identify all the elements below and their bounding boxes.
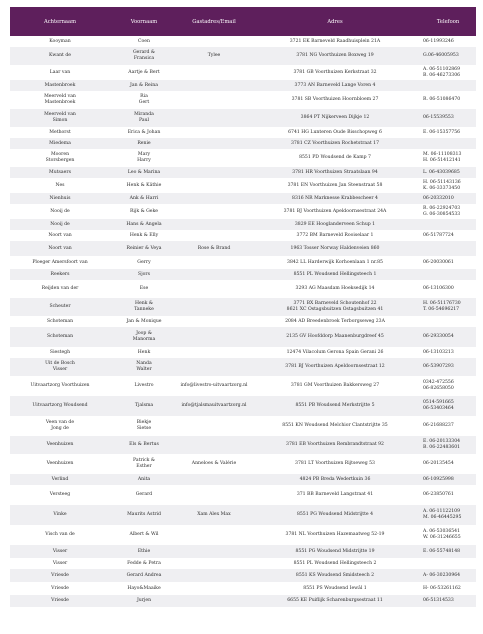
cell-adres: 2135 GV Hoofddorp Maanenburgdreef 45 — [250, 327, 420, 347]
cell-telefoon: A- 06-30230964 — [420, 569, 476, 582]
cell-telefoon: 06-20135454 — [420, 454, 476, 474]
cell-voornaam: Coen — [110, 36, 178, 47]
cell-voornaam: Anita — [110, 474, 178, 485]
cell-voornaam: Tjalsma — [110, 396, 178, 416]
table-row — [10, 167, 476, 178]
cell-achternaam: Noort van — [10, 241, 110, 256]
cell-achternaam: Siestegh — [10, 347, 110, 358]
cell-voornaam: Renie — [110, 138, 178, 149]
cell-adres: 8551 PL Woudsend Hellingsteech 1 — [250, 269, 420, 280]
cell-adres: 6655 KE Puiflijk Scharenburgsestraat 11 — [250, 595, 420, 607]
cell-voornaam: Ethie — [110, 545, 178, 558]
cell-achternaam: Visser — [10, 558, 110, 569]
cell-telefoon: M. 06-11108313 H. 06-51412141 — [420, 149, 476, 167]
table-row — [10, 149, 476, 167]
cell-telefoon: G.06-46005953 — [420, 47, 476, 65]
cell-gastadres — [178, 436, 250, 454]
cell-telefoon: A. 06-53036541 W. 06-31246655 — [420, 525, 476, 545]
table-row — [10, 595, 476, 607]
cell-gastadres — [178, 525, 250, 545]
cell-voornaam: Reinier & Veya — [110, 241, 178, 256]
cell-telefoon: R. 06-22924703 G. 06-30854533 — [420, 204, 476, 219]
table-row — [10, 505, 476, 525]
cell-gastadres — [178, 316, 250, 327]
cell-gastadres — [178, 545, 250, 558]
cell-voornaam: Hans & Angela — [110, 219, 178, 230]
cell-adres: 3842 LL Harderwijk Korhoenlaan 1 nr.85 — [250, 256, 420, 269]
cell-voornaam: Henk & Elly — [110, 230, 178, 241]
cell-voornaam: Patrick & Esther — [110, 454, 178, 474]
cell-gastadres — [178, 91, 250, 109]
table-row — [10, 280, 476, 298]
table-row — [10, 558, 476, 569]
table-row — [10, 525, 476, 545]
cell-adres: 3781 NG Voorthuizen Boxweg 19 — [250, 47, 420, 65]
cell-telefoon: 06-20030061 — [420, 256, 476, 269]
table-row — [10, 219, 476, 230]
cell-telefoon: 06-10925998 — [420, 474, 476, 485]
table-row — [10, 376, 476, 396]
cell-voornaam: Joop & Manorma — [110, 327, 178, 347]
table-row — [10, 474, 476, 485]
cell-adres: 3781 EB Voorthuizen Rembrandtstraat 92 — [250, 436, 420, 454]
cell-telefoon: H. 06-51143136 K. 06-33373450 — [420, 178, 476, 193]
cell-adres: 3773 AN Barneveld Lange Voren 4 — [250, 80, 420, 91]
cell-achternaam: Laar van — [10, 65, 110, 80]
cell-adres: 3781 EN Voorthuizen Jan Steenstraat 58 — [250, 178, 420, 193]
cell-telefoon: 06-20332010 — [420, 193, 476, 204]
cell-adres: 12474 Vilacolum Gerona Spain Gerani 26 — [250, 347, 420, 358]
cell-telefoon — [420, 269, 476, 280]
cell-telefoon: 06-21688237 — [420, 416, 476, 436]
cell-achternaam: Vriesde — [10, 595, 110, 607]
cell-gastadres — [178, 204, 250, 219]
cell-achternaam: Mastenbroek — [10, 80, 110, 91]
table-row — [10, 436, 476, 454]
cell-voornaam: Ank & Harri — [110, 193, 178, 204]
cell-adres: 3781 BJ Voorthuizen Apeldoornsestraat 24A — [250, 204, 420, 219]
cell-telefoon: E. 06-20133304 B. 06-22483601 — [420, 436, 476, 454]
cell-voornaam: Nanda Walter — [110, 358, 178, 376]
table-row — [10, 138, 476, 149]
cell-adres: 3829 EE Hooglanderveen Schup 1 — [250, 219, 420, 230]
table-row — [10, 396, 476, 416]
cell-adres: 3781 GB Voorthuizen Kerkstraat 32 — [250, 65, 420, 80]
cell-achternaam: Kwant de — [10, 47, 110, 65]
table-row — [10, 127, 476, 138]
cell-voornaam: Rijk & Geke — [110, 204, 178, 219]
cell-gastadres — [178, 269, 250, 280]
cell-gastadres — [178, 280, 250, 298]
cell-gastadres — [178, 595, 250, 607]
header-adres: Adres — [250, 7, 420, 36]
header-voornaam: Voornaam — [110, 7, 178, 36]
cell-achternaam: Veenhuizen — [10, 454, 110, 474]
cell-achternaam: Ploeger Amersfoort van — [10, 256, 110, 269]
cell-voornaam: Ese — [110, 280, 178, 298]
cell-voornaam: Mary Harry — [110, 149, 178, 167]
cell-voornaam: Ria Gert — [110, 91, 178, 109]
table-row — [10, 109, 476, 127]
cell-voornaam: Aartje & Bert — [110, 65, 178, 80]
address-table — [10, 7, 476, 607]
cell-achternaam: Nes — [10, 178, 110, 193]
cell-achternaam: Mutsaers — [10, 167, 110, 178]
cell-achternaam: Nienhuis — [10, 193, 110, 204]
cell-voornaam: Gerard & Fransica — [110, 47, 178, 65]
table-row — [10, 193, 476, 204]
cell-achternaam: Uitvaartzorg Voorthuizen — [10, 376, 110, 396]
cell-adres: 8551 PD Woudsend de Kamp 7 — [250, 149, 420, 167]
cell-gastadres — [178, 485, 250, 505]
cell-voornaam: Maurits Astrid — [110, 505, 178, 525]
cell-achternaam: Scheuter — [10, 298, 110, 316]
cell-gastadres: Anneloes & Valérie — [178, 454, 250, 474]
cell-adres: 3781 GM Voorthuizen Bakkersweg 27 — [250, 376, 420, 396]
cell-achternaam: Vinke — [10, 505, 110, 525]
table-row — [10, 91, 476, 109]
cell-gastadres: info@livestro-uitvaartzorg.nl — [178, 376, 250, 396]
address-list — [10, 7, 476, 607]
cell-gastadres — [178, 569, 250, 582]
cell-gastadres: Tylee — [178, 47, 250, 65]
cell-telefoon — [420, 558, 476, 569]
cell-achternaam: Reekers — [10, 269, 110, 280]
table-row — [10, 47, 476, 65]
cell-achternaam: Uitvaartzorg Woudsend — [10, 396, 110, 416]
cell-telefoon: R. 06-51086470 — [420, 91, 476, 109]
cell-adres: 3293 AG Maasdam Hoeksedijk 14 — [250, 280, 420, 298]
cell-achternaam: Miedema — [10, 138, 110, 149]
table-row — [10, 327, 476, 347]
cell-voornaam: Albert & Wil — [110, 525, 178, 545]
cell-telefoon: H- 06-53261162 — [420, 582, 476, 595]
cell-telefoon: 06-15539553 — [420, 109, 476, 127]
cell-gastadres — [178, 358, 250, 376]
cell-gastadres — [178, 582, 250, 595]
cell-voornaam: Els & Bertus — [110, 436, 178, 454]
cell-achternaam: Methorst — [10, 127, 110, 138]
cell-telefoon: 06-11993246 — [420, 36, 476, 47]
cell-telefoon: E. 06-55748148 — [420, 545, 476, 558]
table-row — [10, 241, 476, 256]
cell-voornaam: Henk & Tanneke — [110, 298, 178, 316]
table-row — [10, 569, 476, 582]
cell-telefoon — [420, 316, 476, 327]
cell-achternaam: Visch van de — [10, 525, 110, 545]
cell-telefoon — [420, 241, 476, 256]
cell-gastadres — [178, 80, 250, 91]
table-row — [10, 80, 476, 91]
cell-adres: 6741 HG Lunteren Oude Bisschopweg 6 — [250, 127, 420, 138]
cell-gastadres — [178, 558, 250, 569]
cell-adres: 3781 CZ Voorthuizen Rochetstraat 17 — [250, 138, 420, 149]
cell-gastadres: Xam Alex Max — [178, 505, 250, 525]
cell-gastadres — [178, 149, 250, 167]
cell-adres: 3781 HR Voorthuizen Straatslaan 94 — [250, 167, 420, 178]
cell-voornaam: Leo & Marina — [110, 167, 178, 178]
cell-telefoon: L. 06-43039685 — [420, 167, 476, 178]
cell-voornaam: Jan & Reina — [110, 80, 178, 91]
cell-achternaam: Vriesde — [10, 582, 110, 595]
table-row — [10, 454, 476, 474]
cell-gastadres — [178, 298, 250, 316]
cell-adres: 8551 KS Woudsend Smidsteech 2 — [250, 569, 420, 582]
table-row — [10, 416, 476, 436]
cell-adres: 8551 PG Woudsend Midstrijtte 4 — [250, 505, 420, 525]
cell-voornaam: Biekje Sietse — [110, 416, 178, 436]
cell-telefoon: 06-13103213 — [420, 347, 476, 358]
table-row — [10, 358, 476, 376]
table-row — [10, 230, 476, 241]
cell-adres: 3771 BX Barneveld Schoutenhof 22 8621 XC Ostagsbuitzen Ostagsbuitzen 41 — [250, 298, 420, 316]
cell-adres: 3781 SB Voorthuizen Hoornbloem 27 — [250, 91, 420, 109]
cell-achternaam: Veenhuizen — [10, 436, 110, 454]
cell-voornaam: Fedde & Petra — [110, 558, 178, 569]
cell-achternaam: Reijden van der — [10, 280, 110, 298]
cell-telefoon: 06-13106300 — [420, 280, 476, 298]
cell-telefoon: 06-53907293 — [420, 358, 476, 376]
cell-telefoon: 06-23850761 — [420, 485, 476, 505]
cell-achternaam: Uit de Bosch Visser — [10, 358, 110, 376]
cell-telefoon — [420, 138, 476, 149]
cell-voornaam: Gerry — [110, 256, 178, 269]
cell-achternaam: Schoteman — [10, 316, 110, 327]
table-row — [10, 178, 476, 193]
cell-telefoon: 06-51314533 — [420, 595, 476, 607]
cell-adres: 3781 LT Voorthuizen Rijtseweg 53 — [250, 454, 420, 474]
cell-gastadres — [178, 109, 250, 127]
cell-gastadres — [178, 230, 250, 241]
cell-adres: 8551 PG Woudsend Midstrijtte 19 — [250, 545, 420, 558]
cell-adres: 8551 KN Woudsend Melchior Clantstrijtte 35 — [250, 416, 420, 436]
cell-adres: 3721 EK Barneveld Raadhuisplein 21A — [250, 36, 420, 47]
cell-telefoon: 06-29330054 — [420, 327, 476, 347]
header-gastadres: Gastadres/Email — [178, 7, 250, 36]
cell-gastadres: Rose & Brand — [178, 241, 250, 256]
cell-telefoon — [420, 80, 476, 91]
cell-adres: 1963 Tosser Norway Haldenveien 860 — [250, 241, 420, 256]
cell-gastadres: info@tjalsmauitvaartzorg.nl — [178, 396, 250, 416]
header-row — [10, 7, 476, 36]
cell-telefoon: H. 06-51176730 T. 06-54696217 — [420, 298, 476, 316]
header-telefoon: Telefoon — [420, 7, 476, 36]
cell-gastadres — [178, 178, 250, 193]
cell-adres: 8551 PB Woudsend Merkstrijtte 5 — [250, 396, 420, 416]
cell-adres: 8551 PS Woudsend Iewâl 1 — [250, 582, 420, 595]
cell-adres: 3781 BJ Voorthuizen Apeldoornsestraat 12 — [250, 358, 420, 376]
cell-telefoon: 0342-472556 06-82658050 — [420, 376, 476, 396]
cell-adres: 8551 PL Woudsend Hellingsteech 2 — [250, 558, 420, 569]
cell-achternaam: Verlind — [10, 474, 110, 485]
cell-voornaam: Gerard Andrea — [110, 569, 178, 582]
cell-telefoon — [420, 219, 476, 230]
cell-voornaam: Henk — [110, 347, 178, 358]
cell-voornaam: Hayo&Maaike — [110, 582, 178, 595]
cell-achternaam: Noort van — [10, 230, 110, 241]
cell-achternaam: Vriesde — [10, 569, 110, 582]
table-row — [10, 485, 476, 505]
cell-gastadres — [178, 347, 250, 358]
cell-achternaam: Visser — [10, 545, 110, 558]
cell-adres: 371 BB Barneveld Langstraat 41 — [250, 485, 420, 505]
cell-telefoon: A. 06-51102869 B. 06-46273306 — [420, 65, 476, 80]
cell-voornaam: Erica & Johan — [110, 127, 178, 138]
cell-telefoon: 06-51787724 — [420, 230, 476, 241]
table-row — [10, 36, 476, 47]
table-row — [10, 316, 476, 327]
table-row — [10, 545, 476, 558]
cell-adres: 3772 BM Barneveld Rooiselaar 1 — [250, 230, 420, 241]
cell-achternaam: Meerveld van Mastenbroek — [10, 91, 110, 109]
header-achternaam: Achternaam — [10, 7, 110, 36]
cell-achternaam: Meerveld van Simon — [10, 109, 110, 127]
table-body — [10, 36, 476, 607]
cell-telefoon: A. 06-11122109 M. 06-46445295 — [420, 505, 476, 525]
table-row — [10, 582, 476, 595]
cell-gastadres — [178, 138, 250, 149]
cell-voornaam: Livestro — [110, 376, 178, 396]
table-row — [10, 65, 476, 80]
cell-gastadres — [178, 219, 250, 230]
cell-achternaam: Mooren Storsbergen — [10, 149, 110, 167]
cell-voornaam: Jurjen — [110, 595, 178, 607]
cell-gastadres — [178, 127, 250, 138]
cell-telefoon: E. 06-15357756 — [420, 127, 476, 138]
cell-adres: 2084 AD Breedenbroek Terborgseweg 23A — [250, 316, 420, 327]
cell-voornaam: Miranda Paul — [110, 109, 178, 127]
cell-achternaam: Versteeg — [10, 485, 110, 505]
cell-adres: 8316 NR Marknesse Krabbescheer 4 — [250, 193, 420, 204]
cell-gastadres — [178, 474, 250, 485]
cell-achternaam: Nooij de — [10, 219, 110, 230]
table-row — [10, 204, 476, 219]
cell-gastadres — [178, 167, 250, 178]
cell-achternaam: Veen van de Jong de — [10, 416, 110, 436]
cell-adres: 3864 PT Nijkerveen Dijkje 12 — [250, 109, 420, 127]
cell-achternaam: Kooyman — [10, 36, 110, 47]
cell-gastadres — [178, 65, 250, 80]
cell-adres: 4824 PB Breda Wedertkuin 36 — [250, 474, 420, 485]
cell-gastadres — [178, 327, 250, 347]
table-row — [10, 347, 476, 358]
cell-achternaam: Schoteman — [10, 327, 110, 347]
cell-achternaam: Nooij de — [10, 204, 110, 219]
cell-gastadres — [178, 256, 250, 269]
table-row — [10, 269, 476, 280]
table-row — [10, 256, 476, 269]
cell-voornaam: Henk & Käthie — [110, 178, 178, 193]
cell-voornaam: Jan & Monique — [110, 316, 178, 327]
table-row — [10, 298, 476, 316]
cell-gastadres — [178, 416, 250, 436]
cell-voornaam: Gerard — [110, 485, 178, 505]
cell-telefoon: 0514-591665 06-53403464 — [420, 396, 476, 416]
cell-voornaam: Sjors — [110, 269, 178, 280]
cell-gastadres — [178, 36, 250, 47]
cell-gastadres — [178, 193, 250, 204]
cell-adres: 3781 NL Voorthuizen Hazemaatweg 52-19 — [250, 525, 420, 545]
